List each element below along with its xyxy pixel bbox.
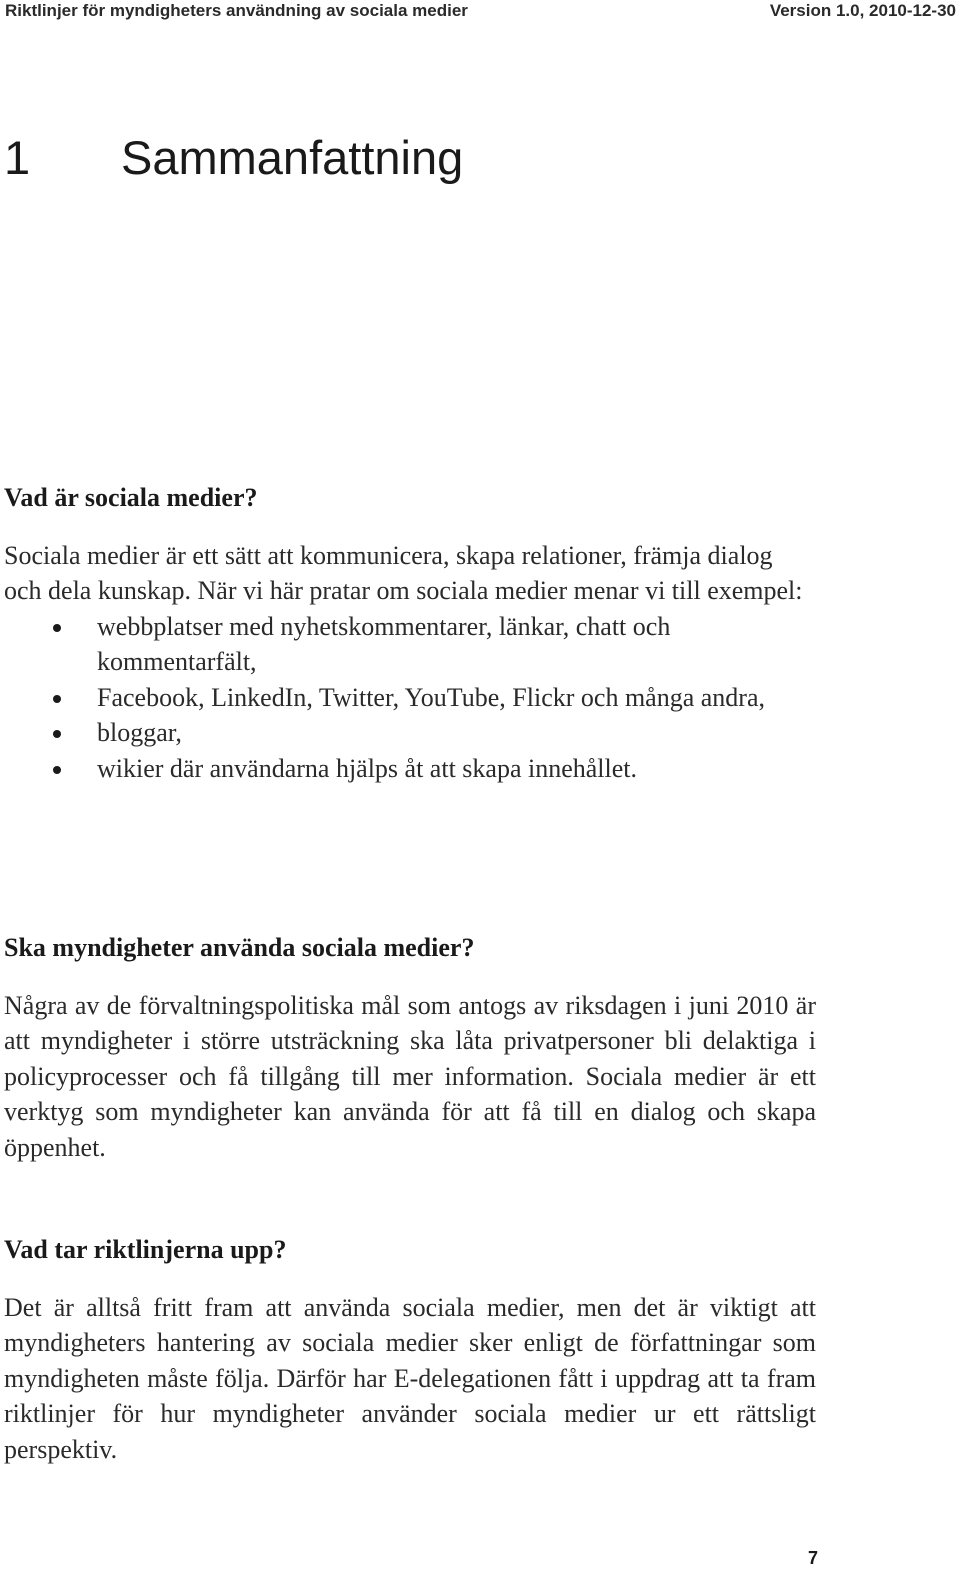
section-should-agencies (4, 930, 816, 1165)
section-guidelines-scope (4, 1232, 816, 1467)
bullet-list (4, 609, 816, 787)
section-social-media (4, 480, 816, 786)
list-item: Facebook, LinkedIn, Twitter, YouTube, Flickr och många andra, (4, 680, 816, 716)
section-heading: Ska myndigheter använda sociala medier? (4, 933, 475, 962)
chapter-heading (4, 130, 463, 185)
version-date: Version 1.0, 2010-12-30 (769, 1, 956, 20)
page-number: 7 (807, 1548, 818, 1568)
bullet-icon (53, 695, 61, 703)
chapter-title: Sammanfattning (121, 131, 464, 184)
bullet-icon (53, 730, 61, 738)
section-body: Några av de förvaltningspolitiska mål som antogs av riksdagen i juni 2010 är att myndigheter i större utsträckning ska låta privatpersoner bli delaktiga i policyprocesser och få tillgång till mer information. Sociala medier är ett verktyg som myndigheter kan använda för att få till en dialog och skapa öppenhet. (4, 990, 816, 1162)
document-title: Riktlinjer för myndigheters användning av sociala medier (5, 1, 468, 20)
list-item: wikier där användarna hjälps åt att skapa innehållet. (4, 751, 816, 787)
bullet-icon (53, 766, 61, 774)
section-heading: Vad tar riktlinjerna upp? (4, 1235, 287, 1264)
section-body: Det är alltså fritt fram att använda sociala medier, men det är viktigt att myndigheters hantering av sociala medier sker enligt de författningar som myndigheten måste följa. Därför har E-delegationen fått i uppdrag att ta fram riktlinjer för hur myndigheter använder sociala medier ur ett rättsligt perspektiv. (4, 1292, 816, 1464)
page-header (0, 0, 960, 28)
section-intro: Sociala medier är ett sätt att kommunicera, skapa relationer, främja dialog och dela kunskap. När vi här pratar om sociala medier menar vi till exempel: (4, 540, 803, 605)
chapter-number: 1 (4, 131, 31, 184)
list-item: webbplatser med nyhetskommentarer, länkar, chatt och kommentarfält, (4, 609, 816, 680)
list-item: bloggar, (4, 715, 816, 751)
section-heading: Vad är sociala medier? (4, 483, 258, 512)
bullet-icon (53, 624, 61, 632)
